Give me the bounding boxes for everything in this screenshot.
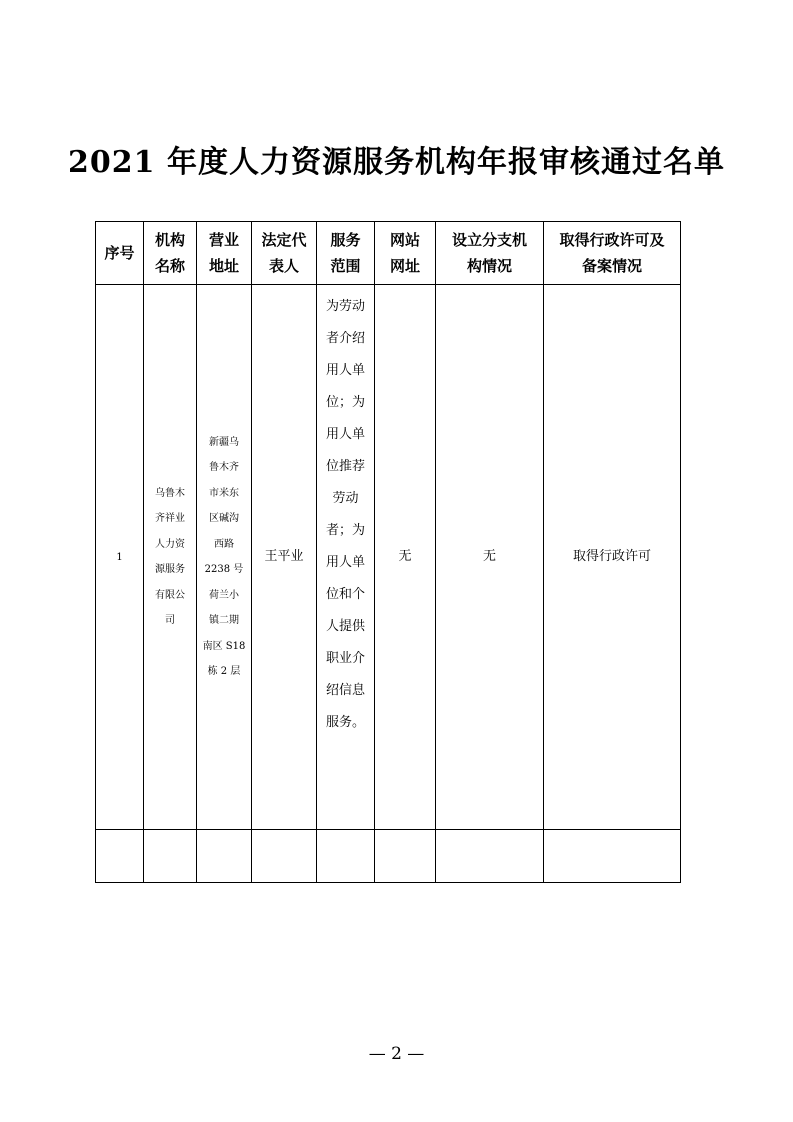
header-website: 网站 网址 bbox=[375, 222, 436, 285]
document-title: 2021 年度人力资源服务机构年报审核通过名单 bbox=[68, 145, 725, 180]
agency-table bbox=[95, 221, 681, 883]
empty-cell bbox=[197, 830, 252, 883]
header-legal-rep: 法定代 表人 bbox=[252, 222, 317, 285]
cell-seq: 1 bbox=[96, 285, 144, 830]
cell-address: 新疆乌 鲁木齐 市米东 区碱沟 西路 2238 号 荷兰小 镇二期 南区 S18 栋 2 层 bbox=[197, 285, 252, 830]
header-scope: 服务 范围 bbox=[317, 222, 375, 285]
header-branch: 设立分支机 构情况 bbox=[436, 222, 544, 285]
page-number: — 2 — bbox=[368, 1044, 425, 1064]
header-address: 营业 地址 bbox=[197, 222, 252, 285]
table-header-row bbox=[96, 222, 681, 285]
empty-cell bbox=[317, 830, 375, 883]
empty-cell bbox=[144, 830, 197, 883]
cell-branch: 无 bbox=[436, 285, 544, 830]
empty-cell bbox=[375, 830, 436, 883]
empty-cell bbox=[436, 830, 544, 883]
header-seq: 序号 bbox=[96, 222, 144, 285]
cell-name: 乌鲁木 齐祥业 人力资 源服务 有限公 司 bbox=[144, 285, 197, 830]
empty-cell bbox=[544, 830, 681, 883]
header-name: 机构 名称 bbox=[144, 222, 197, 285]
cell-legal-rep: 王平业 bbox=[252, 285, 317, 830]
cell-website: 无 bbox=[375, 285, 436, 830]
cell-scope: 为劳动 者介绍 用人单 位；为 用人单 位推荐 劳动 者；为 用人单 位和个 人提供 职业介 绍信息 服务。 bbox=[317, 285, 375, 830]
table-row bbox=[96, 285, 681, 830]
empty-cell bbox=[252, 830, 317, 883]
table-row-empty bbox=[96, 830, 681, 883]
header-license: 取得行政许可及 备案情况 bbox=[544, 222, 681, 285]
cell-license: 取得行政许可 bbox=[544, 285, 681, 830]
empty-cell bbox=[96, 830, 144, 883]
